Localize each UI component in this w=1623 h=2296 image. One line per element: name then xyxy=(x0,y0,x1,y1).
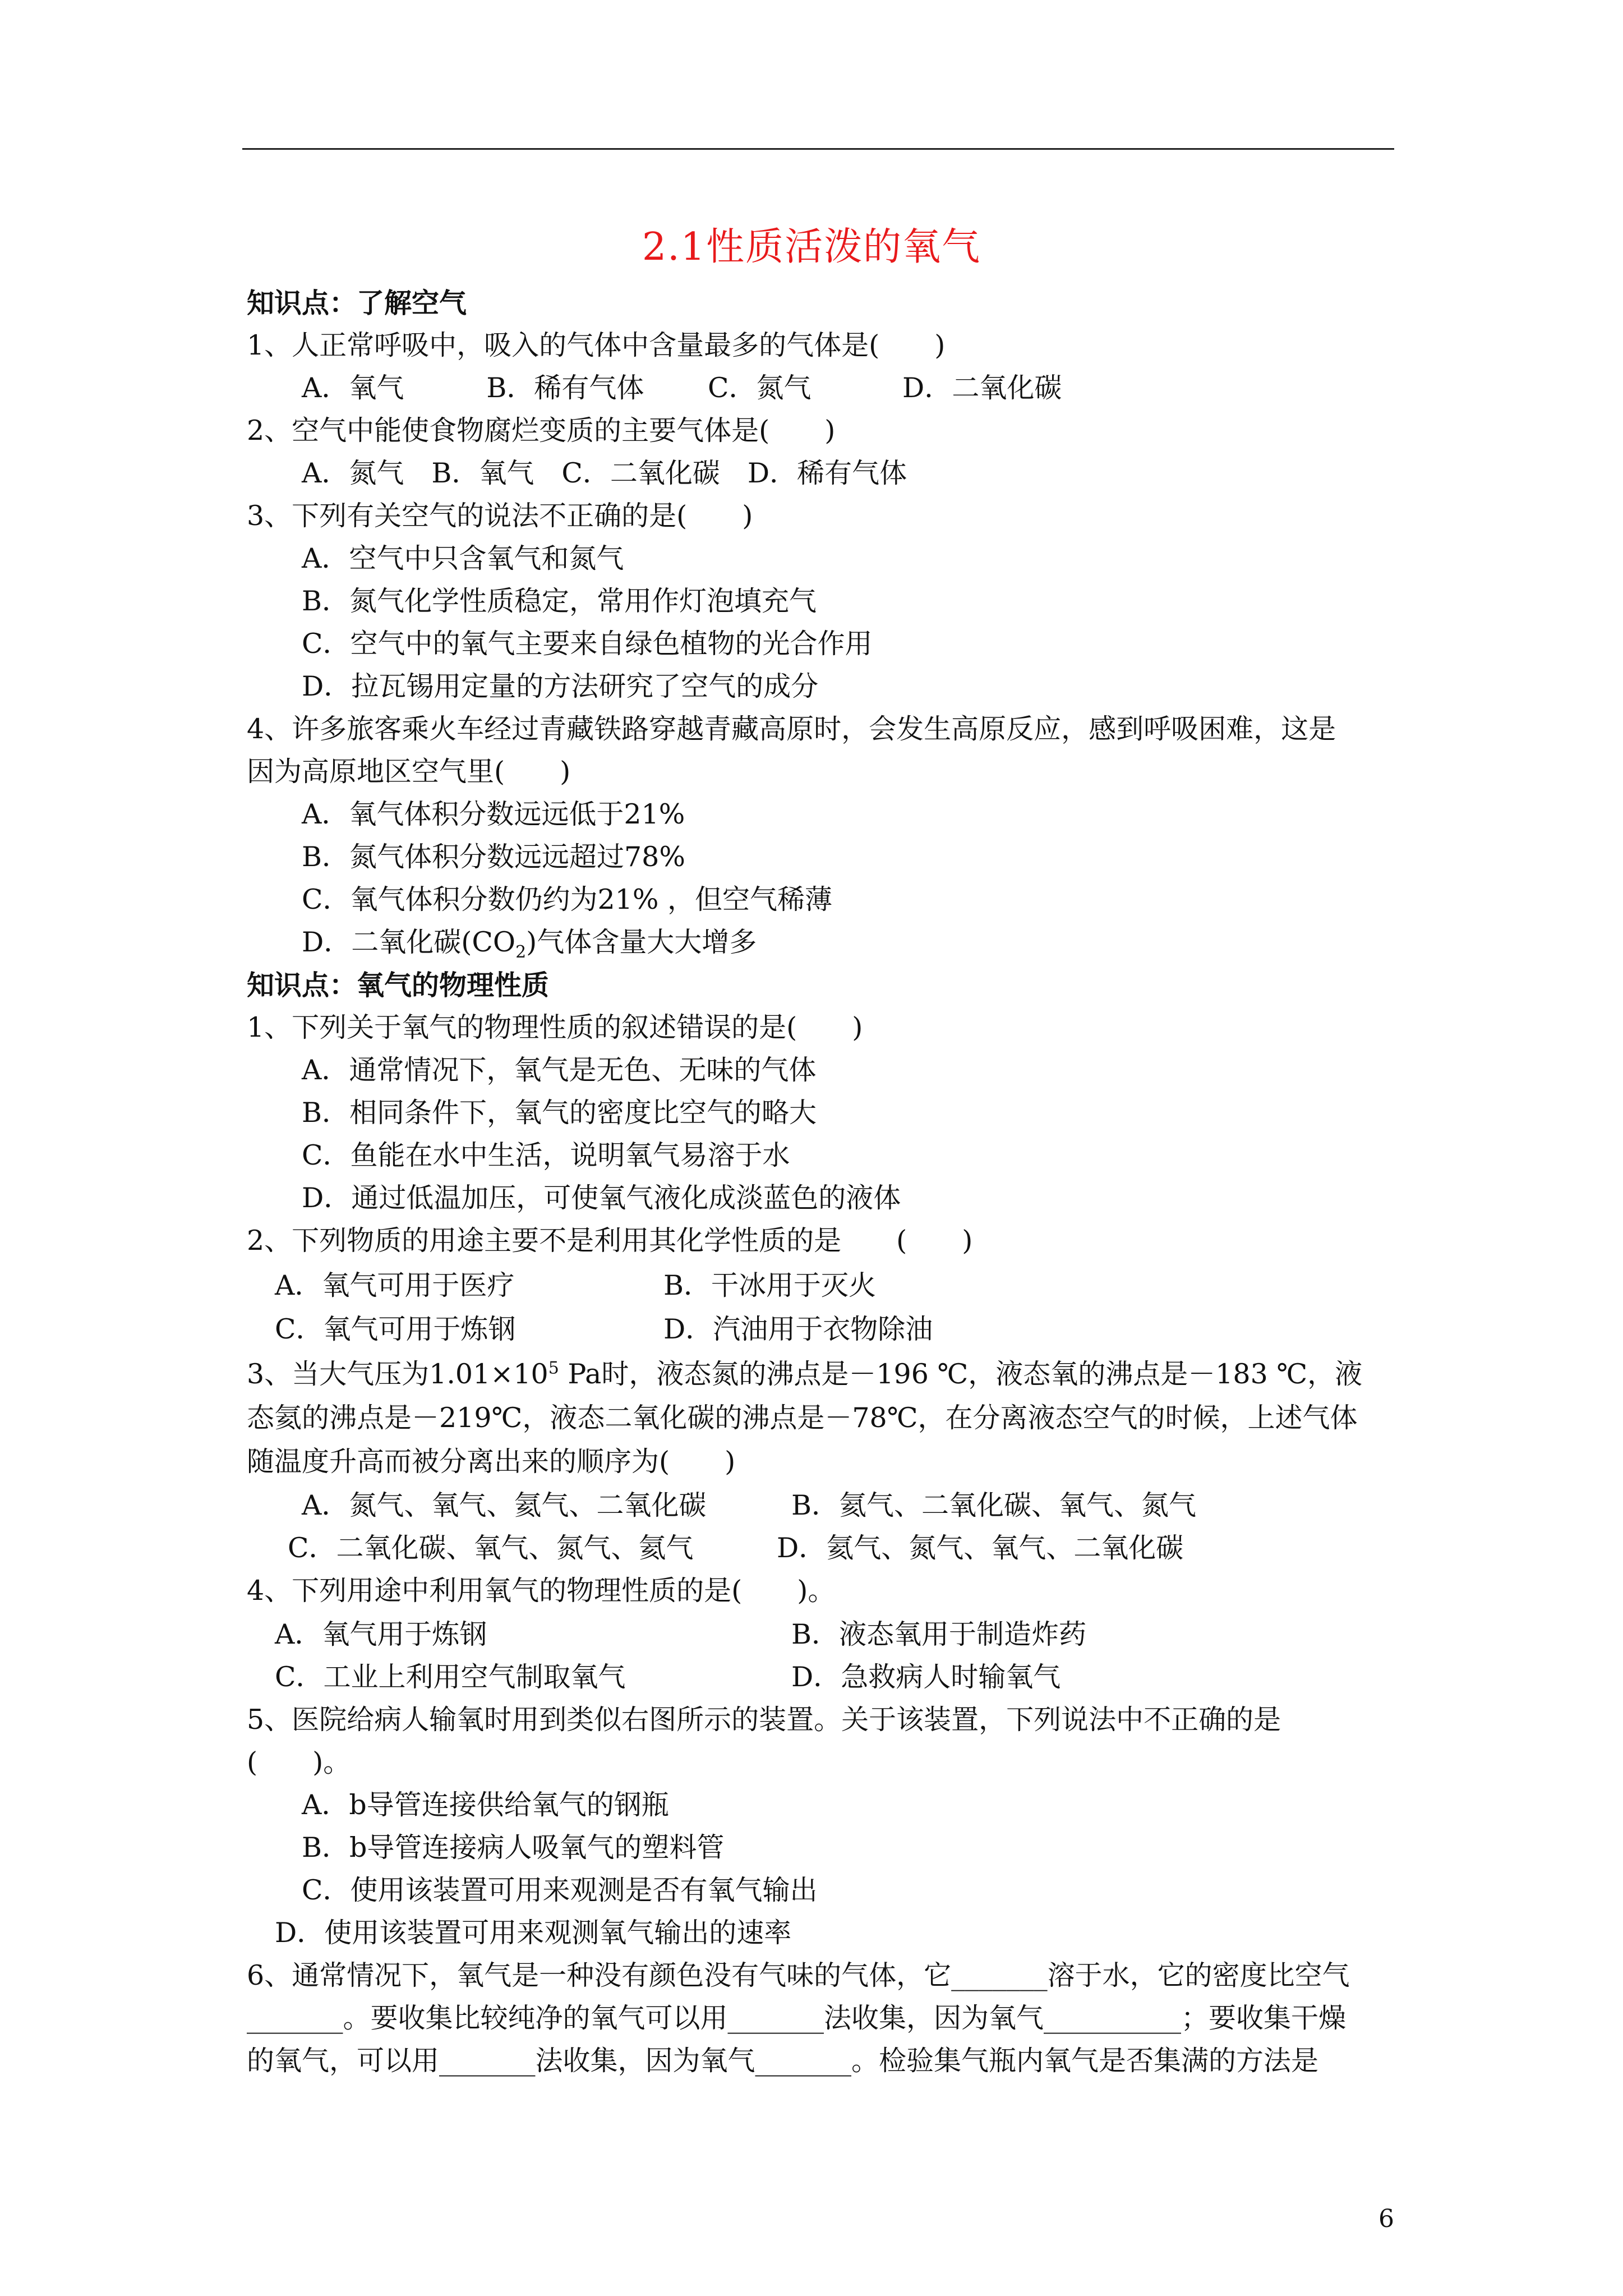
question-stem: 2、空气中能使食物腐烂变质的主要气体是( ) xyxy=(247,415,836,447)
option-d xyxy=(302,926,757,962)
question-stem: 5、医院给病人输氧时用到类似右图所示的装置。关于该装置，下列说法中不正确的是 xyxy=(247,1704,1281,1736)
option-a: A．氧气体积分数远远低于21% xyxy=(302,798,685,830)
option-a: A．b导管连接供给氧气的钢瓶 xyxy=(302,1789,669,1821)
option-a: A．通常情况下，氧气是无色、无味的气体 xyxy=(302,1054,817,1086)
fill-in-question-continued: _______。要收集比较纯净的氧气可以用_______法收集，因为氧气__________；要收集干燥 xyxy=(247,2002,1347,2034)
question-options: A．氮气 B．氧气 C．二氧化碳 D．稀有气体 xyxy=(302,457,907,489)
option-b: B．氦气、二氧化碳、氧气、氮气 xyxy=(791,1489,1197,1521)
page-title: 2.1性质活泼的氧气 xyxy=(642,225,981,269)
option-b: B．干冰用于灭火 xyxy=(663,1269,877,1301)
option-c: C．氧气体积分数仍约为21% ，但空气稀薄 xyxy=(302,884,832,915)
option-a: A．空气中只含氧气和氮气 xyxy=(302,542,624,574)
question-stem-continued: 态氦的沸点是－219℃，液态二氧化碳的沸点是－78℃，在分离液态空气的时候，上述气体 xyxy=(247,1402,1358,1434)
header-rule xyxy=(242,148,1394,150)
question-stem: 3、下列有关空气的说法不正确的是( ) xyxy=(247,500,753,532)
option-d-text-tail: )气体含量大大增多 xyxy=(526,926,757,958)
question-stem xyxy=(247,1358,1362,1391)
subscript: 2 xyxy=(515,942,527,962)
question-stem: 1、下列关于氧气的物理性质的叙述错误的是( ) xyxy=(247,1011,863,1043)
question-stem-continued: ( )。 xyxy=(247,1746,351,1778)
question-stem: 2、下列物质的用途主要不是利用其化学性质的是 ( ) xyxy=(247,1225,973,1257)
option-b: B．氮气化学性质稳定，常用作灯泡填充气 xyxy=(302,585,817,617)
question-stem-continued: 因为高原地区空气里( ) xyxy=(247,756,571,788)
option-a: A．氮气、氧气、氦气、二氧化碳 xyxy=(302,1489,707,1521)
page-number: 6 xyxy=(1378,2205,1394,2233)
stem-text: 3、当大气压为1.01×10 xyxy=(247,1358,548,1390)
stem-text-tail: Pa时，液态氮的沸点是－196 ℃，液态氧的沸点是－183 ℃，液 xyxy=(559,1358,1363,1390)
option-d: D．氦气、氮气、氧气、二氧化碳 xyxy=(777,1532,1184,1564)
question-options: A．氧气 B．稀有气体 C．氮气 D．二氧化碳 xyxy=(302,372,1062,404)
fill-in-question-continued: 的氧气，可以用_______法收集，因为氧气_______。检验集气瓶内氧气是否集满的方法是 xyxy=(247,2045,1319,2077)
question-stem: 4、下列用途中利用氧气的物理性质的是( )。 xyxy=(247,1575,836,1607)
option-c: C．工业上利用空气制取氧气 xyxy=(275,1661,626,1693)
option-b: B．氮气体积分数远远超过78% xyxy=(302,841,685,873)
option-d: D．急救病人时输氧气 xyxy=(791,1661,1061,1693)
option-c: C．二氧化碳、氧气、氮气、氦气 xyxy=(288,1532,694,1564)
section-heading: 知识点：氧气的物理性质 xyxy=(247,969,550,1001)
question-stem: 1、人正常呼吸中，吸入的气体中含量最多的气体是( ) xyxy=(247,329,946,361)
option-b: B．液态氧用于制造炸药 xyxy=(791,1618,1087,1650)
option-a: A．氧气可用于医疗 xyxy=(275,1269,515,1301)
question-stem: 4、许多旅客乘火车经过青藏铁路穿越青藏高原时，会发生高原反应，感到呼吸困难，这是 xyxy=(247,713,1336,745)
option-c: C．鱼能在水中生活，说明氧气易溶于水 xyxy=(302,1139,790,1171)
option-c: C．氧气可用于炼钢 xyxy=(275,1313,516,1345)
option-c: C．使用该装置可用来观测是否有氧气输出 xyxy=(302,1874,818,1906)
option-d: D．通过低温加压，可使氧气液化成淡蓝色的液体 xyxy=(302,1182,901,1214)
option-c: C．空气中的氧气主要来自绿色植物的光合作用 xyxy=(302,628,873,660)
option-d: D．拉瓦锡用定量的方法研究了空气的成分 xyxy=(302,670,819,702)
option-d-text: D．二氧化碳(CO xyxy=(302,926,516,958)
option-a: A．氧气用于炼钢 xyxy=(275,1618,487,1650)
fill-in-question: 6、通常情况下，氧气是一种没有颜色没有气味的气体，它_______溶于水，它的密度比空气 xyxy=(247,1959,1350,1991)
option-d: D．使用该装置可用来观测氧气输出的速率 xyxy=(275,1917,792,1949)
superscript: 5 xyxy=(548,1358,559,1378)
option-b: B．b导管连接病人吸氧气的塑料管 xyxy=(302,1832,725,1864)
question-stem-continued: 随温度升高而被分离出来的顺序为( ) xyxy=(247,1446,736,1478)
option-b: B．相同条件下，氧气的密度比空气的略大 xyxy=(302,1097,817,1129)
option-d: D．汽油用于衣物除油 xyxy=(663,1313,933,1345)
section-heading: 知识点：了解空气 xyxy=(247,287,467,319)
